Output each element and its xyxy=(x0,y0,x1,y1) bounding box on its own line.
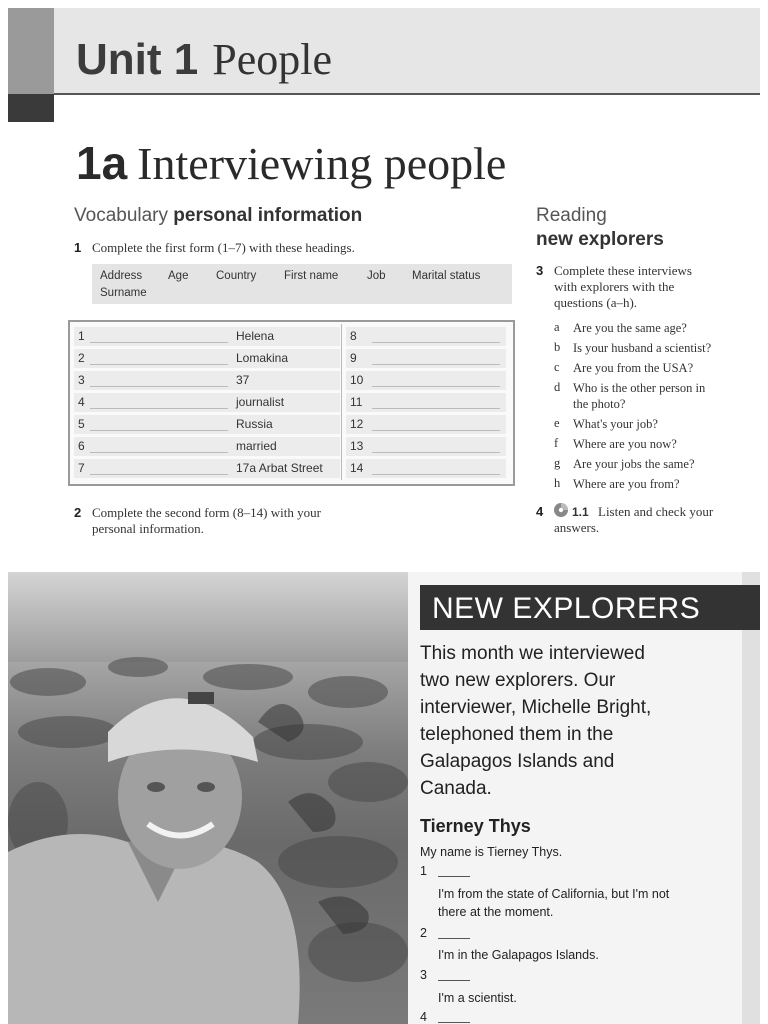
reading-label: Reading xyxy=(536,205,607,226)
row-number: 8 xyxy=(350,329,357,343)
question-letter: b xyxy=(554,340,561,354)
row-value: Russia xyxy=(236,417,273,431)
row-number: 10 xyxy=(350,373,364,387)
row-value: 17a Arbat Street xyxy=(236,461,323,475)
lesson-code: 1a xyxy=(76,137,128,189)
heading-word: Country xyxy=(216,270,257,282)
row-value: journalist xyxy=(236,395,285,409)
exercise-1-number: 1 xyxy=(74,240,82,255)
row-number: 3 xyxy=(78,373,85,387)
exercise-4-number: 4 xyxy=(536,504,544,519)
unit-tab-marker xyxy=(8,94,54,122)
answer-blank[interactable] xyxy=(90,342,228,343)
gap-number: 2 xyxy=(420,926,427,940)
exercise-3-instruction: with explorers with the xyxy=(554,279,675,294)
intro-line: two new explorers. Our xyxy=(420,670,616,691)
unit-title xyxy=(76,34,332,86)
form-row xyxy=(74,415,340,434)
row-number: 6 xyxy=(78,439,85,453)
heading-word: Age xyxy=(168,270,189,282)
gap-number: 4 xyxy=(420,1010,427,1024)
headings-word-box xyxy=(92,264,512,304)
answer-blank[interactable] xyxy=(372,474,500,475)
header-rule xyxy=(54,93,760,95)
question-letter: h xyxy=(554,476,561,490)
question-text: Are you the same age? xyxy=(573,321,687,335)
answer-blank[interactable] xyxy=(372,452,500,453)
exercise-2-number: 2 xyxy=(74,505,82,520)
answer-blank[interactable] xyxy=(90,364,228,365)
interview-line: I'm from the state of California, but I'm not xyxy=(438,887,670,901)
question-text: Are your jobs the same? xyxy=(573,457,695,471)
form-row xyxy=(74,371,340,390)
heading-word: Marital status xyxy=(412,270,481,282)
interviewee-name: Tierney Thys xyxy=(420,816,531,836)
exercise-4-instruction: Listen and check your xyxy=(598,504,714,519)
heading-word: Address xyxy=(100,270,143,282)
interview-line: I'm in the Galapagos Islands. xyxy=(438,948,599,962)
answer-blank[interactable] xyxy=(90,408,228,409)
gap-number: 1 xyxy=(420,864,427,878)
form-row xyxy=(346,327,506,346)
vocabulary-heading xyxy=(74,205,362,227)
question-text: Where are you from? xyxy=(573,477,680,491)
personal-info-form xyxy=(68,320,515,486)
question-letter: f xyxy=(554,436,559,450)
row-number: 11 xyxy=(350,395,363,409)
article-banner-title: NEW EXPLORERS xyxy=(432,592,701,625)
intro-line: telephoned them in the xyxy=(420,724,614,745)
form-row xyxy=(346,393,506,412)
answer-blank[interactable] xyxy=(372,364,500,365)
form-row xyxy=(74,393,340,412)
question-letter: c xyxy=(554,360,560,374)
row-value: 37 xyxy=(236,373,250,387)
vocabulary-label: Vocabulary xyxy=(74,205,169,226)
question-letter: e xyxy=(554,416,560,430)
heading-word: First name xyxy=(284,270,339,282)
heading-word: Surname xyxy=(100,287,147,299)
row-number: 4 xyxy=(78,395,85,409)
form-row xyxy=(74,437,340,456)
exercise-1-instruction: Complete the first form (1–7) with these headings. xyxy=(92,240,355,255)
answer-gap[interactable] xyxy=(438,980,470,981)
row-number: 7 xyxy=(78,461,85,475)
row-number: 9 xyxy=(350,351,357,365)
page-edge xyxy=(742,572,760,1024)
article-intro xyxy=(420,640,740,802)
answer-blank[interactable] xyxy=(372,386,500,387)
question-letter: g xyxy=(554,456,561,470)
answer-blank[interactable] xyxy=(372,408,500,409)
exercise-3-instruction: questions (a–h). xyxy=(554,295,638,310)
lesson-title xyxy=(76,136,506,191)
question-letter: a xyxy=(554,320,560,334)
form-row xyxy=(346,349,506,368)
audio-cd-icon[interactable] xyxy=(553,502,569,518)
row-number: 2 xyxy=(78,351,85,365)
answer-blank[interactable] xyxy=(372,342,500,343)
answer-gap[interactable] xyxy=(438,1022,470,1023)
intro-line: interviewer, Michelle Bright, xyxy=(420,697,652,718)
question-text: Are you from the USA? xyxy=(573,361,694,375)
form-row xyxy=(346,459,506,478)
answer-blank[interactable] xyxy=(90,386,228,387)
unit-number: Unit 1 xyxy=(76,35,199,84)
form-row xyxy=(346,437,506,456)
answer-blank[interactable] xyxy=(90,430,228,431)
answer-gap[interactable] xyxy=(438,938,470,939)
question-text: Where are you now? xyxy=(573,437,677,451)
unit-name: People xyxy=(212,35,332,84)
explorer-photo xyxy=(8,572,408,1024)
reading-topic: new explorers xyxy=(536,229,664,250)
exercise-3-instruction: Complete these interviews xyxy=(554,263,692,278)
reading-heading xyxy=(536,204,664,252)
interview-line: I'm a scientist. xyxy=(438,991,517,1005)
gap-number: 3 xyxy=(420,968,427,982)
row-number: 5 xyxy=(78,417,85,431)
form-row xyxy=(346,371,506,390)
row-number: 12 xyxy=(350,417,364,431)
answer-blank[interactable] xyxy=(90,452,228,453)
exercise-4-instruction-cont: answers. xyxy=(554,520,600,535)
row-value: married xyxy=(236,439,277,453)
row-value: Helena xyxy=(236,329,275,343)
interview-line: My name is Tierney Thys. xyxy=(420,845,563,859)
row-number: 1 xyxy=(78,329,85,343)
intro-line: This month we interviewed xyxy=(420,643,645,664)
exercise-2-instruction: Complete the second form (8–14) with your xyxy=(92,505,321,520)
form-row xyxy=(74,349,340,368)
heading-word: Job xyxy=(367,270,386,282)
question-letter: d xyxy=(554,380,561,394)
answer-blank[interactable] xyxy=(372,430,500,431)
interview-line: there at the moment. xyxy=(438,905,554,919)
intro-line: Canada. xyxy=(420,778,492,799)
row-number: 14 xyxy=(350,461,364,475)
form-row xyxy=(74,327,340,346)
exercise-3-number: 3 xyxy=(536,263,544,278)
vocabulary-topic: personal information xyxy=(173,205,363,226)
row-value: Lomakina xyxy=(236,351,289,365)
question-text: Who is the other person in xyxy=(573,381,706,395)
intro-line: Galapagos Islands and xyxy=(420,751,615,772)
question-text: What's your job? xyxy=(573,417,658,431)
exercise-2-instruction-cont: personal information. xyxy=(92,521,204,536)
question-text: Is your husband a scientist? xyxy=(573,341,712,355)
form-column-divider xyxy=(341,324,342,480)
answer-gap[interactable] xyxy=(438,876,470,877)
answer-blank[interactable] xyxy=(90,474,228,475)
audio-track-number: 1.1 xyxy=(572,505,589,519)
form-row xyxy=(74,459,340,478)
lesson-name: Interviewing people xyxy=(137,138,507,189)
unit-tab xyxy=(8,8,54,94)
row-number: 13 xyxy=(350,439,364,453)
question-text-cont: the photo? xyxy=(573,397,626,411)
form-row xyxy=(346,415,506,434)
